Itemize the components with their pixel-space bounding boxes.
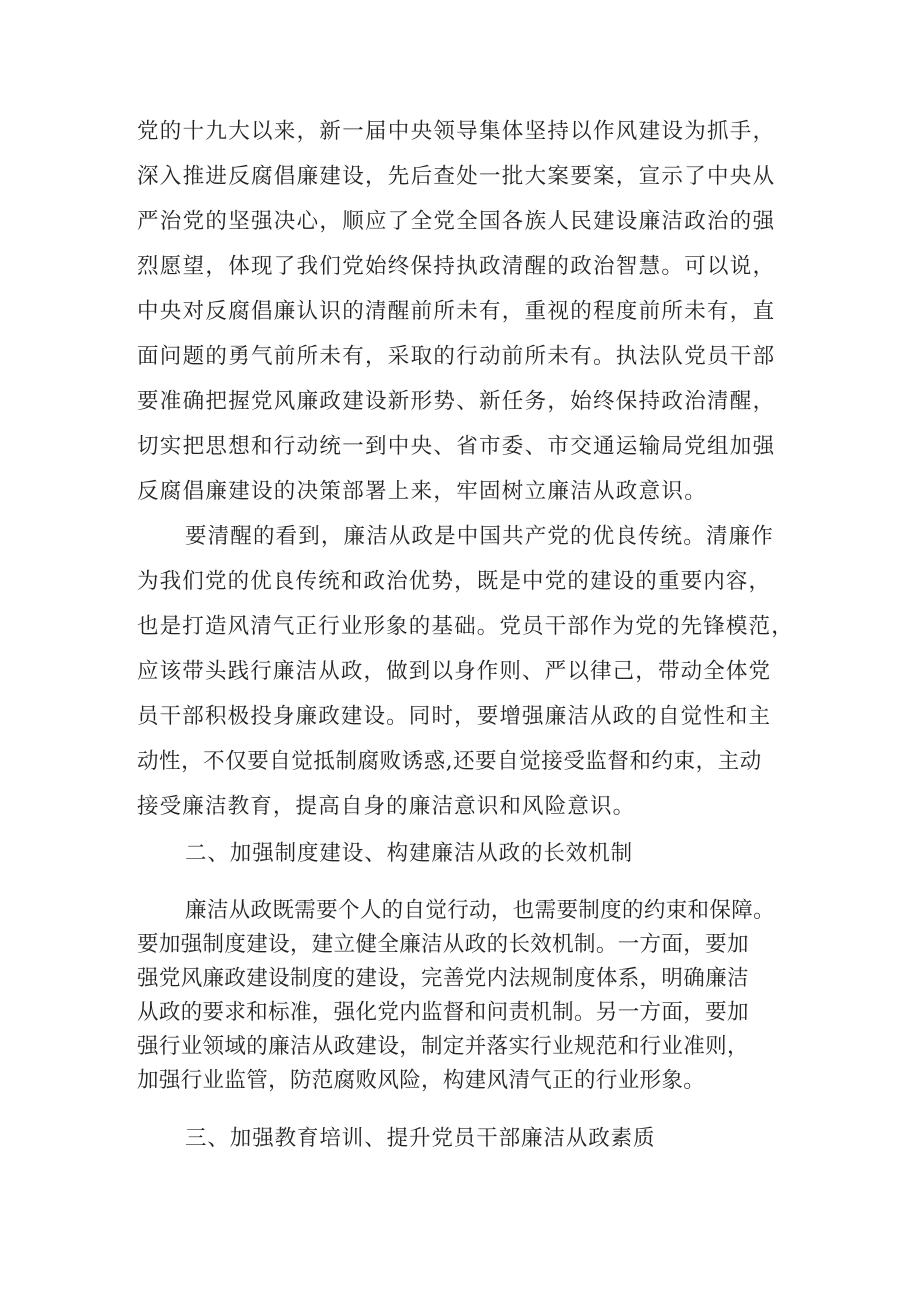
section-heading-3: 三、加强教育培训、提升党员干部廉洁从政素质 xyxy=(185,1126,656,1151)
text-line: 要准确把握党风廉政建设新形势、新任务，始终保持政治清醒， xyxy=(137,389,776,414)
text-line: 要清醒的看到，廉洁从政是中国共产党的优良传统。清廉作 xyxy=(185,524,774,549)
text-line: 接受廉洁教育，提高自身的廉洁意识和风险意识。 xyxy=(137,794,636,819)
text-line: 反腐倡廉建设的决策部署上来，牢固树立廉洁从政意识。 xyxy=(137,479,708,504)
section-heading-2: 二、加强制度建设、构建廉洁从政的长效机制 xyxy=(185,841,634,866)
text-line: 党的十九大以来，新一届中央领导集体坚持以作风建设为抓手， xyxy=(137,119,776,144)
text-line: 动性，不仅要自觉抵制腐败诱惑,还要自觉接受监督和约束，主动 xyxy=(137,749,762,774)
text-line: 应该带头践行廉洁从政，做到以身作则、严以律己，带动全体党 xyxy=(137,659,772,684)
text-line: 严治党的坚强决心，顺应了全党全国各族人民建设廉洁政治的强 xyxy=(137,209,776,234)
text-line: 深入推进反腐倡廉建设，先后查处一批大案要案，宣示了中央从 xyxy=(137,164,776,189)
text-line: 烈愿望，体现了我们党始终保持执政清醒的政治智慧。可以说， xyxy=(137,254,776,279)
text-line: 中央对反腐倡廉认识的清醒前所未有，重视的程度前所未有，直 xyxy=(137,299,776,324)
text-line: 员干部积极投身廉政建设。同时，要增强廉洁从政的自觉性和主 xyxy=(137,704,772,729)
text-line: 也是打造风清气正行业形象的基础。党员干部作为党的先锋模范， xyxy=(137,614,794,639)
text-line: 面问题的勇气前所未有，采取的行动前所未有。执法队党员干部 xyxy=(137,344,776,369)
text-line: 要加强制度建设，建立健全廉洁从政的长效机制。一方面，要加 xyxy=(137,932,749,957)
text-line: 切实把思想和行动统一到中央、省市委、市交通运输局党组加强 xyxy=(137,434,776,459)
text-line: 廉洁从政既需要个人的自觉行动，也需要制度的约束和保障。 xyxy=(185,898,775,923)
text-line: 强行业领域的廉洁从政建设，制定并落实行业规范和行业准则， xyxy=(137,1034,749,1059)
text-line: 为我们党的优良传统和政治优势，既是中党的建设的重要内容， xyxy=(137,569,772,594)
text-line: 加强行业监管，防范腐败风险，构建风清气正的行业形象。 xyxy=(137,1068,706,1093)
text-line: 从政的要求和标准，强化党内监督和问责机制。另一方面，要加 xyxy=(137,1000,749,1025)
text-line: 强党风廉政建设制度的建设，完善党内法规制度体系，明确廉洁 xyxy=(137,966,749,991)
